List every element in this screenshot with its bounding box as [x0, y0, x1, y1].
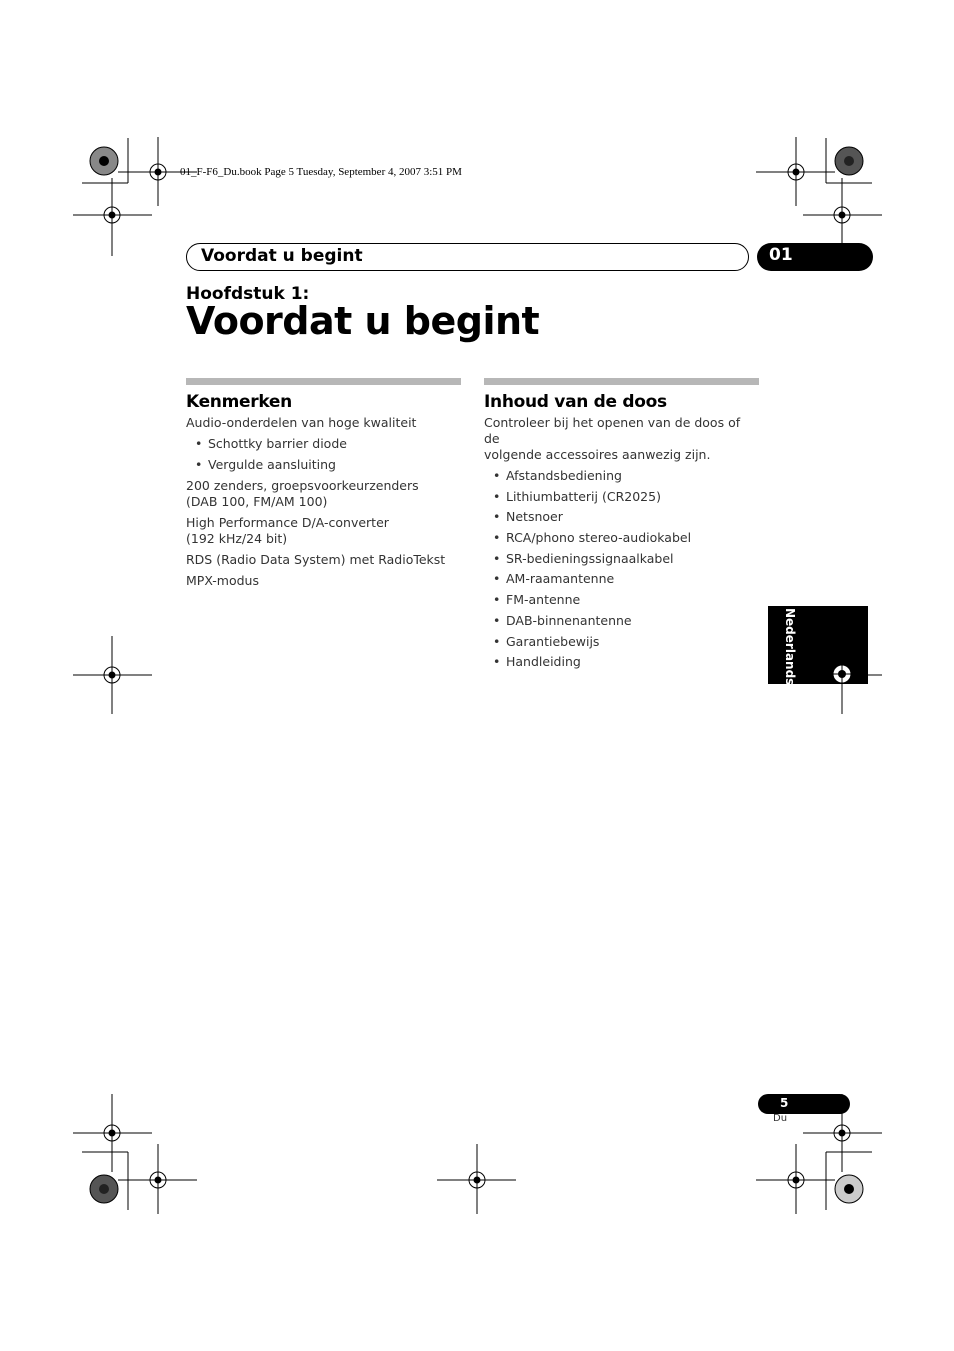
- starburst-mark-top-right: [835, 147, 863, 175]
- list-item: • DAB-binnenantenne: [484, 613, 759, 629]
- list-item: • SR-bedieningssignaalkabel: [484, 551, 759, 567]
- starburst-mark-bottom-left: [90, 1175, 118, 1203]
- box-contents-heading: Inhoud van de doos: [484, 392, 667, 412]
- list-item: • Netsnoer: [484, 509, 759, 525]
- box-contents-intro: Controleer bij het openen van de doos of de volgende accessoires aanwezig zijn.: [484, 415, 741, 462]
- section-header: [186, 243, 749, 271]
- list-item: • Schottky barrier diode: [186, 436, 461, 452]
- page-language-code: Du: [773, 1113, 788, 1124]
- features-column: [186, 378, 461, 594]
- features-paragraph: RDS (Radio Data System) met RadioTekst: [186, 551, 446, 567]
- page-title: Voordat u begint: [186, 299, 540, 343]
- features-paragraph: MPX-modus: [186, 572, 259, 588]
- chapter-number: 01: [769, 245, 793, 265]
- chapter-number-badge: [757, 243, 873, 271]
- page-number: 5: [780, 1096, 789, 1110]
- print-file-info: 01_F-F6_Du.book Page 5 Tuesday, September 4, 2007 3:51 PM: [180, 166, 462, 178]
- features-bullet-list: [186, 436, 461, 473]
- list-item: • FM-antenne: [484, 592, 759, 608]
- features-paragraph: 200 zenders, groepsvoorkeurzenders (DAB 100, FM/AM 100): [186, 477, 419, 509]
- page-number-badge: [758, 1094, 850, 1114]
- list-item: • Lithiumbatterij (CR2025): [484, 489, 759, 505]
- section-title: Voordat u begint: [201, 246, 363, 266]
- list-item: • Afstandsbediening: [484, 468, 759, 484]
- features-heading: Kenmerken: [186, 392, 292, 412]
- registration-mark: [73, 178, 152, 256]
- list-item: • Vergulde aansluiting: [186, 457, 461, 473]
- registration-mark: [832, 664, 852, 684]
- registration-mark: [118, 1144, 197, 1214]
- registration-mark: [73, 636, 152, 714]
- registration-mark: [756, 137, 835, 206]
- features-intro: Audio-onderdelen van hoge kwaliteit: [186, 415, 417, 430]
- heading-rule: [186, 378, 461, 385]
- list-item: • RCA/phono stereo-audiokabel: [484, 530, 759, 546]
- starburst-mark-top-left: [90, 147, 118, 175]
- registration-mark: [437, 1144, 516, 1214]
- list-item: • Garantiebewijs: [484, 634, 759, 650]
- features-paragraph: High Performance D/A-converter (192 kHz/24 bit): [186, 514, 389, 546]
- starburst-mark-bottom-right: [835, 1175, 863, 1203]
- language-tab: [768, 606, 868, 684]
- box-contents-column: [484, 378, 759, 675]
- chapter-label: Hoofdstuk 1:: [186, 284, 310, 304]
- registration-mark: [73, 1094, 152, 1172]
- box-contents-bullet-list: [484, 468, 759, 670]
- list-item: • AM-raamantenne: [484, 571, 759, 587]
- heading-rule: [484, 378, 759, 385]
- registration-mark: [756, 1144, 835, 1214]
- list-item: • Handleiding: [484, 654, 759, 670]
- language-label: Nederlands: [783, 608, 797, 686]
